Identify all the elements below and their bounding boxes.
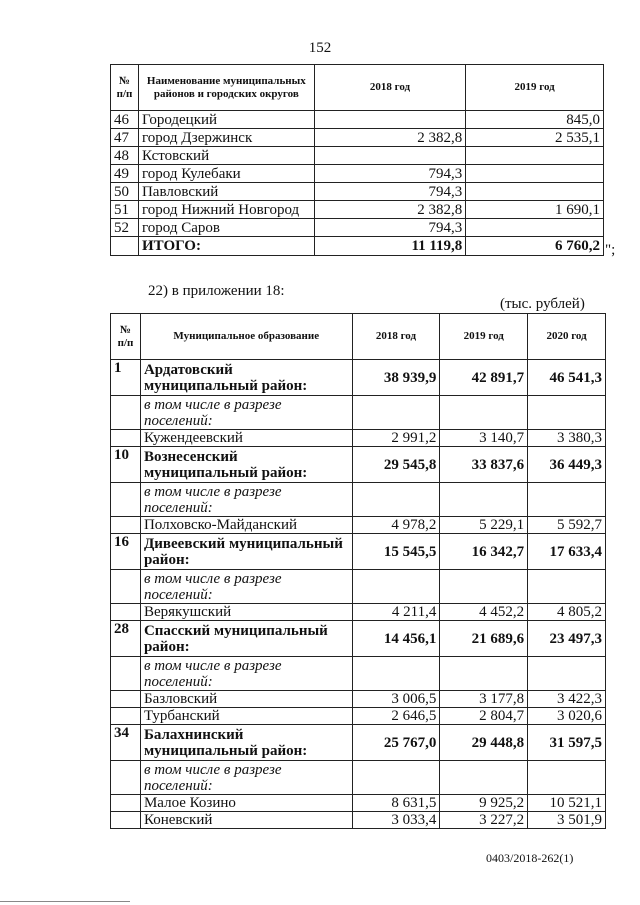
header-municipality: Муниципальное образование	[140, 314, 352, 360]
value-2020: 3 020,6	[528, 708, 606, 725]
page-edge-line	[0, 901, 130, 902]
table-row	[111, 201, 604, 219]
closing-quote: ";	[605, 242, 616, 258]
district-name: Балахнинский муниципальный район:	[140, 725, 352, 761]
subheading-row	[111, 570, 606, 604]
settlement-row	[111, 708, 606, 725]
value-2018: 29 545,8	[352, 447, 440, 483]
settlement-name: Кужендеевский	[140, 430, 352, 447]
header-2019: 2019 год	[466, 65, 604, 111]
value-2019: 33 837,6	[440, 447, 528, 483]
value-2020: 4 805,2	[528, 604, 606, 621]
empty-cell	[111, 795, 141, 812]
value-2018: 4 978,2	[352, 517, 440, 534]
header-number: № п/п	[111, 314, 141, 360]
row-number: 48	[111, 147, 139, 165]
subheading-row	[111, 483, 606, 517]
value-2019: 5 229,1	[440, 517, 528, 534]
appendix-intro: 22) в приложении 18:	[148, 283, 285, 299]
row-number: 46	[111, 111, 139, 129]
table-row	[111, 219, 604, 237]
table-header-row	[111, 314, 606, 360]
value-2019	[466, 183, 604, 201]
table-row	[111, 147, 604, 165]
row-number: 52	[111, 219, 139, 237]
empty-cell	[111, 657, 141, 691]
value-2019: 29 448,8	[440, 725, 528, 761]
header-name: Наименование муниципальных районов и городских округов	[138, 65, 314, 111]
value-2018	[314, 147, 466, 165]
empty-cell	[352, 570, 440, 604]
page-number: 152	[308, 40, 332, 56]
header-2018: 2018 год	[314, 65, 466, 111]
district-row	[111, 621, 606, 657]
table-row	[111, 165, 604, 183]
settlements-subheading: в том числе в разрезе поселений:	[140, 570, 352, 604]
district-name: Спасский муниципальный район:	[140, 621, 352, 657]
total-row	[111, 237, 604, 256]
value-2019	[466, 219, 604, 237]
value-2018: 38 939,9	[352, 360, 440, 396]
district-name: Ардатовский муниципальный район:	[140, 360, 352, 396]
value-2018: 2 646,5	[352, 708, 440, 725]
empty-cell	[528, 657, 606, 691]
value-2019	[466, 147, 604, 165]
table-header-row	[111, 65, 604, 111]
value-2020: 3 501,9	[528, 812, 606, 829]
empty-cell	[440, 483, 528, 517]
settlement-row	[111, 691, 606, 708]
district-number: 16	[111, 534, 141, 570]
district-name: город Дзержинск	[138, 129, 314, 147]
value-2018: 3 006,5	[352, 691, 440, 708]
settlement-name: Малое Козино	[140, 795, 352, 812]
total-2019: 6 760,2	[466, 237, 604, 256]
settlement-name: Полховско-Майданский	[140, 517, 352, 534]
settlement-row	[111, 604, 606, 621]
settlement-name: Верякушский	[140, 604, 352, 621]
district-name: город Нижний Новгород	[138, 201, 314, 219]
district-name: город Саров	[138, 219, 314, 237]
value-2019: 3 227,2	[440, 812, 528, 829]
header-2020: 2020 год	[528, 314, 606, 360]
value-2020: 23 497,3	[528, 621, 606, 657]
empty-cell	[111, 430, 141, 447]
settlement-name: Базловский	[140, 691, 352, 708]
settlement-name: Турбанский	[140, 708, 352, 725]
settlements-subheading: в том числе в разрезе поселений:	[140, 396, 352, 430]
district-number: 34	[111, 725, 141, 761]
value-2020: 36 449,3	[528, 447, 606, 483]
settlement-row	[111, 795, 606, 812]
value-2019: 845,0	[466, 111, 604, 129]
value-2019: 2 535,1	[466, 129, 604, 147]
empty-cell	[528, 396, 606, 430]
value-2018: 4 211,4	[352, 604, 440, 621]
district-row	[111, 725, 606, 761]
value-2018: 794,3	[314, 183, 466, 201]
district-name: Вознесенский муниципальный район:	[140, 447, 352, 483]
value-2019: 9 925,2	[440, 795, 528, 812]
empty-cell	[528, 761, 606, 795]
value-2020: 5 592,7	[528, 517, 606, 534]
value-2019: 16 342,7	[440, 534, 528, 570]
district-number: 28	[111, 621, 141, 657]
settlement-row	[111, 812, 606, 829]
value-2018: 25 767,0	[352, 725, 440, 761]
row-number: 49	[111, 165, 139, 183]
value-2018	[314, 111, 466, 129]
empty-cell	[440, 657, 528, 691]
value-2018: 8 631,5	[352, 795, 440, 812]
value-2020: 3 380,3	[528, 430, 606, 447]
settlements-subheading: в том числе в разрезе поселений:	[140, 761, 352, 795]
value-2019	[466, 165, 604, 183]
district-name: Павловский	[138, 183, 314, 201]
subheading-row	[111, 396, 606, 430]
empty-cell	[111, 570, 141, 604]
subsidy-table	[110, 313, 606, 829]
units-label: (тыс. рублей)	[500, 296, 585, 312]
empty-cell	[528, 570, 606, 604]
header-2019: 2019 год	[440, 314, 528, 360]
value-2020: 3 422,3	[528, 691, 606, 708]
settlement-row	[111, 517, 606, 534]
district-row	[111, 360, 606, 396]
district-row	[111, 447, 606, 483]
value-2018: 2 991,2	[352, 430, 440, 447]
value-2020: 17 633,4	[528, 534, 606, 570]
value-2018: 794,3	[314, 219, 466, 237]
empty-cell	[440, 396, 528, 430]
total-label: ИТОГО:	[138, 237, 314, 256]
empty-cell	[111, 604, 141, 621]
settlements-subheading: в том числе в разрезе поселений:	[140, 483, 352, 517]
subheading-row	[111, 761, 606, 795]
empty-cell	[440, 761, 528, 795]
row-number: 51	[111, 201, 139, 219]
header-2018: 2018 год	[352, 314, 440, 360]
district-name: Дивеевский муниципальный район:	[140, 534, 352, 570]
empty-cell	[111, 396, 141, 430]
settlements-subheading: в том числе в разрезе поселений:	[140, 657, 352, 691]
empty-cell	[352, 483, 440, 517]
table-row	[111, 183, 604, 201]
empty-cell	[352, 657, 440, 691]
district-name: Кстовский	[138, 147, 314, 165]
value-2018: 15 545,5	[352, 534, 440, 570]
value-2018: 2 382,8	[314, 201, 466, 219]
table-row	[111, 129, 604, 147]
empty-cell	[111, 761, 141, 795]
value-2019: 4 452,2	[440, 604, 528, 621]
value-2020: 31 597,5	[528, 725, 606, 761]
value-2020: 10 521,1	[528, 795, 606, 812]
value-2018: 14 456,1	[352, 621, 440, 657]
empty-cell	[111, 708, 141, 725]
district-number: 10	[111, 447, 141, 483]
value-2019: 1 690,1	[466, 201, 604, 219]
row-number: 47	[111, 129, 139, 147]
district-number: 1	[111, 360, 141, 396]
value-2019: 42 891,7	[440, 360, 528, 396]
document-code: 0403/2018-262(1)	[486, 851, 574, 865]
subheading-row	[111, 657, 606, 691]
empty-cell	[111, 483, 141, 517]
empty-cell	[528, 483, 606, 517]
value-2019: 21 689,6	[440, 621, 528, 657]
value-2020: 46 541,3	[528, 360, 606, 396]
value-2018: 794,3	[314, 165, 466, 183]
empty-cell	[111, 691, 141, 708]
empty-cell	[352, 761, 440, 795]
settlement-row	[111, 430, 606, 447]
empty-cell	[111, 812, 141, 829]
empty-cell	[440, 570, 528, 604]
value-2018: 2 382,8	[314, 129, 466, 147]
value-2018: 3 033,4	[352, 812, 440, 829]
row-number: 50	[111, 183, 139, 201]
empty-cell	[111, 237, 139, 256]
value-2019: 3 140,7	[440, 430, 528, 447]
header-number: № п/п	[111, 65, 139, 111]
value-2019: 3 177,8	[440, 691, 528, 708]
settlement-name: Коневский	[140, 812, 352, 829]
district-row	[111, 534, 606, 570]
total-2018: 11 119,8	[314, 237, 466, 256]
district-name: город Кулебаки	[138, 165, 314, 183]
empty-cell	[111, 517, 141, 534]
table-row	[111, 111, 604, 129]
districts-table	[110, 64, 604, 256]
district-name: Городецкий	[138, 111, 314, 129]
value-2019: 2 804,7	[440, 708, 528, 725]
empty-cell	[352, 396, 440, 430]
